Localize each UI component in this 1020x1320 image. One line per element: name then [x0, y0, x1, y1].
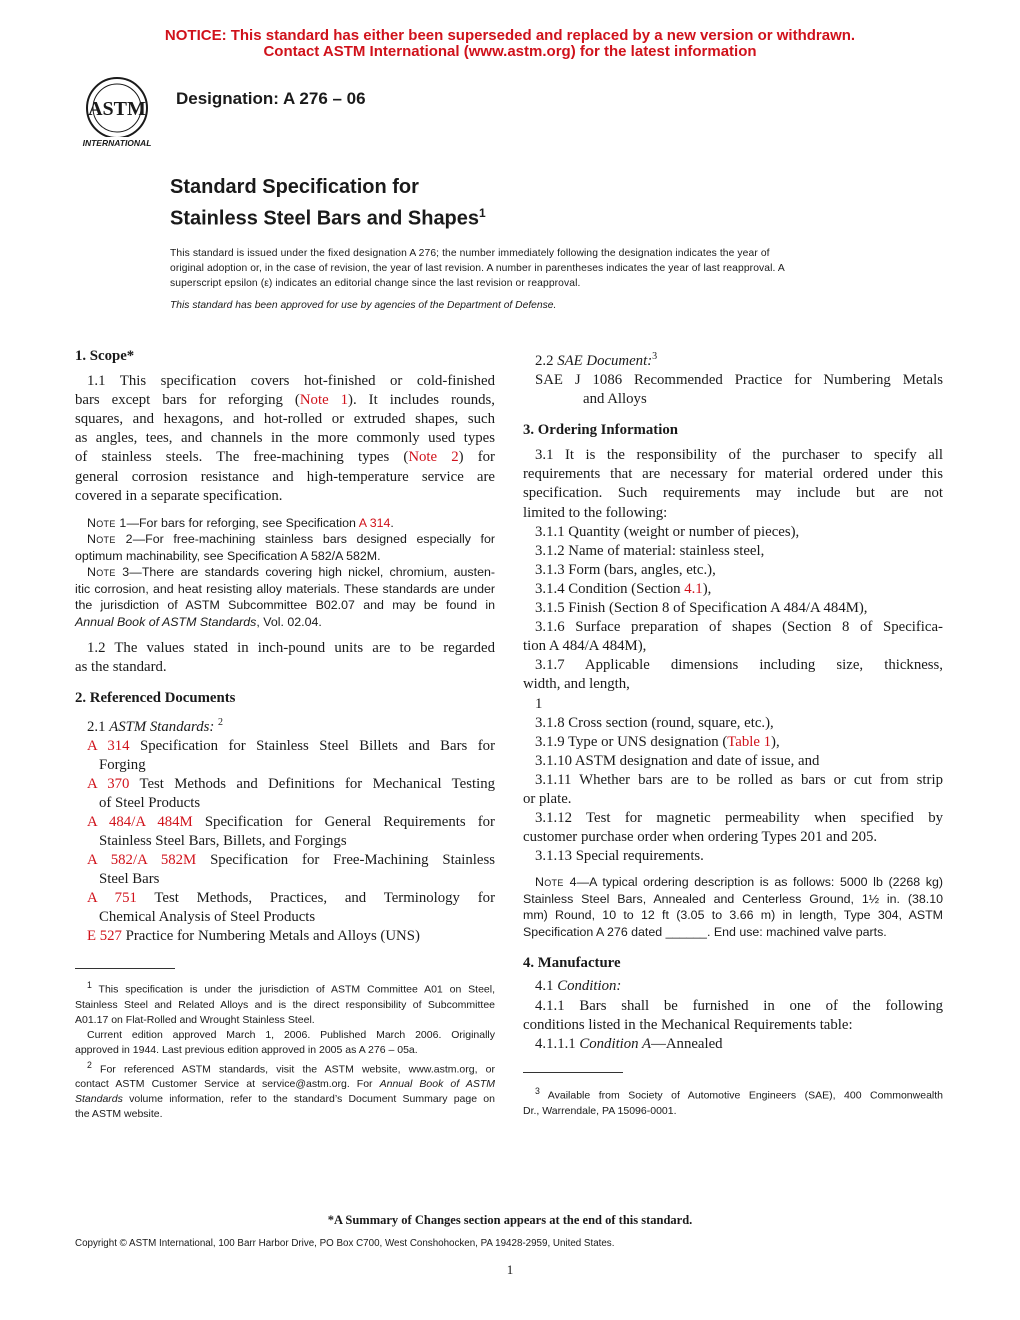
ref-line: A 751 Test Methods, Practices, and Terminology for — [87, 890, 496, 907]
notice-line-2: Contact ASTM International (www.astm.org) for the latest information — [263, 43, 757, 60]
text-line: limited to the following: — [523, 504, 668, 521]
title-line-2-text: Stainless Steel Bars and Shapes — [170, 207, 480, 230]
text-line: 4.1.1 Bars shall be furnished in one of the following — [535, 997, 943, 1014]
reference-item — [87, 889, 495, 927]
footnote-rule-right — [523, 1072, 623, 1073]
title-footnote-ref: 1 — [479, 206, 486, 220]
note-line: Stainless Steel Bars, Annealed and Centerless Ground, 1½ in. (38.10 — [523, 891, 943, 906]
sae-ref-line-cont: and Alloys — [583, 391, 647, 408]
text-line: covered in a separate specification. — [75, 487, 283, 504]
note-1-link[interactable]: Note 1 — [299, 392, 349, 409]
note-1: Note 1—For bars for reforging, see Specification A 314. — [87, 515, 394, 530]
note-2: Note 2—For free-machining stainless bars designed especially for — [87, 532, 495, 547]
title-line-2 — [170, 200, 486, 232]
ordering-item: 3.1.5 Finish (Section 8 of Specification A 484/A 484M), — [535, 600, 868, 617]
ordering-item: 3.1.6 Surface preparation of shapes (Section 8 of Specifica- — [535, 619, 943, 636]
document-title — [170, 174, 486, 232]
text-line: squares, and hexagons, and hot-rolled or extruded shapes, such — [75, 411, 495, 428]
a314-link[interactable]: A 314 — [358, 515, 391, 530]
table-1-link[interactable]: Table 1 — [727, 733, 772, 750]
ordering-item: 3.1.11 Whether bars are to be rolled as bars or cut from strip — [535, 771, 943, 788]
copyright-line: Copyright © ASTM International, 100 Barr Harbor Drive, PO Box C700, West Conshohocken, PA 19428-2959, United States. — [75, 1238, 615, 1249]
text-line: specification. Such requirements may include but are not — [523, 485, 943, 502]
note-line: mm) Round, 10 to 12 ft (3.05 to 3.66 m) in length, Type 304, ASTM — [523, 908, 943, 923]
text-line: of stainless steels. The free-machining types (Note 2) for — [75, 449, 495, 466]
section-4-1: 4.1 Condition: — [535, 978, 622, 995]
footnote-line: Standards volume information, refer to the standard’s Document Summary page on — [75, 1093, 495, 1105]
note-3-cont: the jurisdiction of ASTM Subcommittee B02.07 and may be found in — [75, 598, 495, 613]
notice-line-1: NOTICE: This standard has either been superseded and replaced by a new version or withdrawn. — [164, 27, 856, 44]
reference-item — [87, 851, 495, 889]
footnote-rule-left — [75, 968, 175, 969]
text-line: 3.1 It is the responsibility of the purchaser to specify all — [535, 447, 943, 464]
ref-line-cont: Forging — [99, 756, 146, 773]
note-2-cont: optimum machinability, see Specification A 582/A 582M. — [75, 548, 381, 563]
ref-code-link[interactable]: A 751 — [87, 890, 137, 907]
note-3: Note 3—There are standards covering high nickel, chromium, austen- — [87, 565, 495, 580]
text-line: requirements that are necessary for material ordered under this — [523, 466, 943, 483]
ordering-item: 3.1.10 ASTM designation and date of issue, and — [535, 752, 820, 769]
section-4-heading: 4. Manufacture — [523, 955, 621, 972]
dod-approval-note: This standard has been approved for use by agencies of the Department of Defense. — [170, 300, 557, 311]
ordering-item: 3.1.2 Name of material: stainless steel, — [535, 542, 765, 559]
notes-1-3 — [75, 515, 495, 631]
sae-document-heading: 2.2 SAE Document:$^3$ — [535, 351, 658, 369]
reference-item — [87, 813, 495, 851]
footnote-line: Dr., Warrendale, PA 15096-0001. — [523, 1104, 677, 1117]
text-line: general corrosion resistance and high-temperature service are — [75, 468, 495, 485]
ordering-item: 3.1.9 Type or UNS designation (Table 1), — [535, 733, 780, 750]
footnote-line: contact ASTM Customer Service at service@astm.org. For Annual Book of ASTM — [75, 1078, 495, 1090]
left-column — [75, 347, 495, 947]
ref-line-cont: Chemical Analysis of Steel Products — [99, 909, 316, 926]
ref-line: E 527 Practice for Numbering Metals and Alloys (UNS) — [87, 928, 420, 945]
text-line: bars except bars for reforging (Note 1). It includes rounds, — [75, 392, 495, 409]
ref-line: A 314 Specification for Stainless Steel Billets and Bars for — [87, 737, 495, 754]
ref-line-cont: Stainless Steel Bars, Billets, and Forgings — [99, 833, 347, 850]
ordering-item-cont: tion A 484/A 484M), — [523, 638, 647, 655]
note-3-cont: Annual Book of ASTM Standards, Vol. 02.04. — [75, 614, 322, 629]
note-3-cont: itic corrosion, and heat resisting alloy materials. These standards are under — [75, 581, 495, 596]
text-line: 1.1 This specification covers hot-finished or cold-finished — [87, 373, 495, 390]
intro-line: original adoption or, in the case of revision, the year of last revision. A number in parentheses indicates the year of last reapproval. A — [170, 263, 785, 274]
section-1-heading: 1. Scope* — [75, 348, 135, 364]
reference-item — [87, 927, 495, 946]
ref-line-cont: Steel Bars — [99, 871, 160, 888]
footnote-line: $^3$ Available from Society of Automotive Engineers (SAE), 400 Commonwealth — [535, 1086, 943, 1102]
footnote-line: approved in 1944. Last previous edition approved in 2005 as A 276 – 05a. — [75, 1043, 418, 1056]
ordering-item-cont: or plate. — [523, 790, 572, 807]
ref-code-link[interactable]: A 582/A 582M — [87, 852, 197, 869]
sae-ref-line: SAE J 1086 Recommended Practice for Numbering Metals — [535, 372, 943, 389]
ref-line: A 484/A 484M Specification for General Requirements for — [87, 813, 495, 830]
footnotes-left — [75, 978, 495, 1122]
reference-list — [75, 737, 495, 947]
logo-subtext: INTERNATIONAL — [82, 138, 152, 148]
ordering-item: 3.1.12 Test for magnetic permeability when specified by — [535, 810, 943, 827]
section-1-2-paragraph — [75, 639, 495, 677]
footnote-line: Stainless Steel and Related Alloys and is the direct responsibility of Subcommittee — [75, 998, 495, 1011]
intro-line: superscript epsilon (ε) indicates an editorial change since the last revision or reapproval. — [170, 278, 581, 289]
section-2-heading: 2. Referenced Documents — [75, 690, 236, 707]
ordering-item: 3.1.13 Special requirements. — [535, 848, 704, 865]
astm-logo-mark — [72, 74, 162, 152]
section-3-heading: 3. Ordering Information — [523, 422, 678, 439]
designation: Designation: A 276 – 06 — [176, 89, 366, 108]
footnote-line: Current edition approved March 1, 2006. Published March 2006. Originally — [87, 1028, 495, 1041]
ordering-item-cont: width, and length, — [523, 676, 630, 693]
stray-marker: 1 — [535, 695, 543, 712]
title-line-1: Standard Specification for — [170, 176, 419, 198]
ordering-item: 3.1.4 Condition (Section 4.1), — [535, 580, 712, 597]
ref-line: A 370 Test Methods and Definitions for Mechanical Testing — [87, 775, 496, 792]
astm-logo — [72, 74, 162, 152]
footnote-2: $^2$ For referenced ASTM standards, visit the ASTM website, www.astm.org, or — [87, 1059, 495, 1075]
reference-item — [87, 775, 495, 813]
condition-a: 4.1.1.1 Condition A—Annealed — [535, 1035, 723, 1052]
text-line: as the standard. — [75, 659, 167, 676]
text-line: as angles, tees, and channels in the more commonly used types — [75, 430, 495, 447]
text-line: conditions listed in the Mechanical Requirements table: — [523, 1016, 853, 1033]
footnote-line: the ASTM website. — [75, 1108, 163, 1120]
ordering-item-cont: customer purchase order when ordering Types 201 and 205. — [523, 829, 878, 846]
right-column — [523, 347, 943, 1054]
issuance-paragraph — [170, 246, 850, 291]
ref-code-link[interactable]: E 527 — [87, 928, 122, 945]
ref-line-cont: of Steel Products — [99, 794, 201, 811]
page-number: 1 — [506, 1262, 514, 1277]
note-2-link[interactable]: Note 2 — [408, 449, 459, 466]
ref-code-link[interactable]: A 370 — [87, 775, 130, 792]
footnote-3 — [523, 1084, 943, 1119]
section-1-1-paragraph — [75, 372, 495, 506]
astm-standards-subheading: 2.1 ASTM Standards: $^2$ — [87, 716, 223, 735]
footnote-1: $^1$ This specification is under the jurisdiction of ASTM Committee A01 on Steel, — [87, 980, 495, 996]
ref-code-link[interactable]: A 484/A 484M — [87, 813, 193, 830]
ordering-item: 3.1.1 Quantity (weight or number of pieces), — [535, 523, 800, 540]
footnote-line: A01.17 on Flat-Rolled and Wrought Stainless Steel. — [75, 1013, 315, 1026]
ref-line: A 582/A 582M Specification for Free-Machining Stainless — [87, 852, 496, 869]
note-line: Note 4—A typical ordering description is as follows: 5000 lb (2268 kg) — [535, 875, 943, 890]
summary-of-changes-note: *A Summary of Changes section appears at the end of this standard. — [327, 1213, 693, 1227]
text-line: 1.2 The values stated in inch-pound units are to be regarded — [87, 640, 495, 657]
ordering-item: 3.1.7 Applicable dimensions including size, thickness, — [535, 657, 943, 674]
section-4-1-link[interactable]: 4.1 — [684, 580, 703, 597]
logo-letters: ASTM — [88, 98, 146, 120]
ordering-item: 3.1.3 Form (bars, angles, etc.), — [535, 561, 716, 578]
note-4 — [523, 874, 943, 940]
intro-line: This standard is issued under the fixed designation A 276; the number immediately following the designation indicates the year of — [170, 248, 770, 259]
note-line: Specification A 276 dated ______. End use: machined valve parts. — [523, 924, 887, 939]
reference-item — [87, 737, 495, 775]
ordering-item: 3.1.8 Cross section (round, square, etc.), — [535, 714, 774, 731]
ref-code-link[interactable]: A 314 — [87, 737, 130, 754]
